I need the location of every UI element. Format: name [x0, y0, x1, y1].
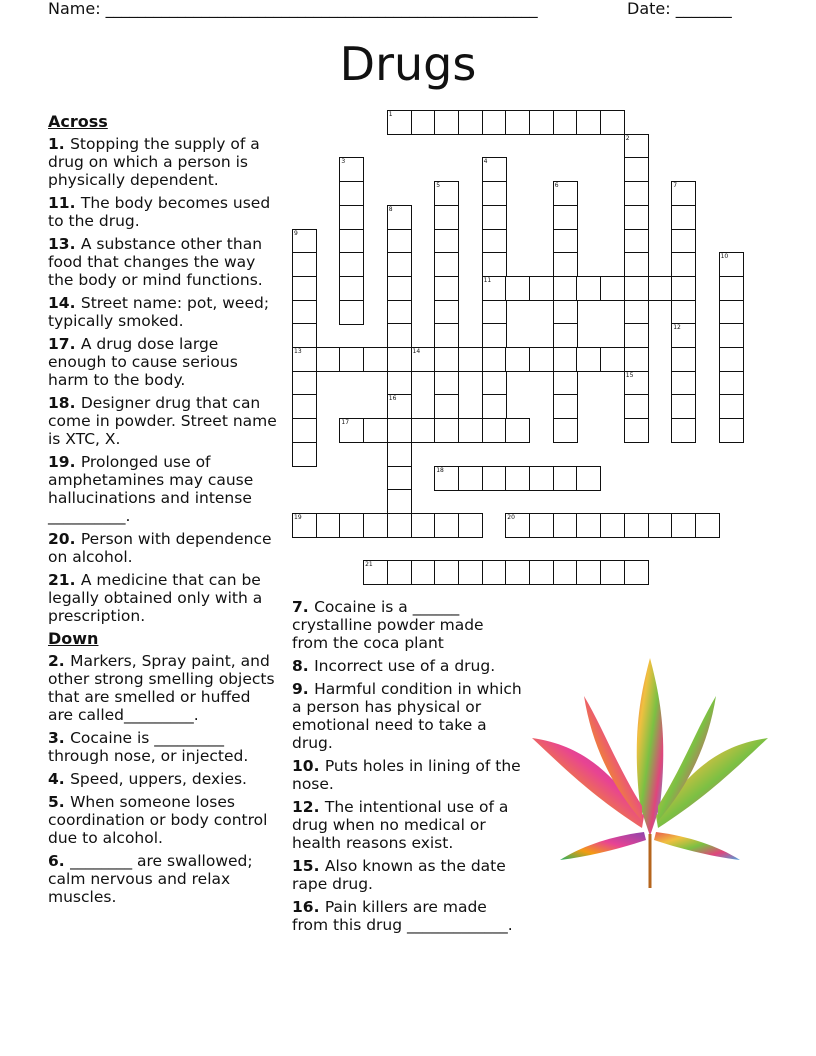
grid-cell[interactable] [339, 347, 364, 372]
name-line: Name: ______________________________________________________ [48, 0, 538, 18]
down-heading: Down [48, 629, 99, 648]
grid-cell[interactable] [576, 513, 601, 538]
grid-cell[interactable] [458, 110, 483, 135]
grid-cell[interactable] [624, 205, 649, 230]
across-clues [48, 135, 280, 630]
clue-item [48, 770, 280, 788]
grid-clue-number: 3 [341, 158, 346, 166]
grid-cell[interactable] [529, 110, 554, 135]
clue-item [292, 598, 524, 652]
clue-number: 6. [48, 852, 71, 870]
grid-cell[interactable] [671, 181, 696, 206]
grid-cell[interactable] [387, 205, 412, 230]
grid-clue-number: 18 [436, 466, 444, 474]
grid-cell[interactable] [671, 252, 696, 277]
grid-cell[interactable] [292, 394, 317, 419]
clue-number: 4. [48, 770, 71, 788]
grid-cell[interactable] [434, 513, 459, 538]
clue-item [292, 680, 524, 752]
grid-cell[interactable] [387, 513, 412, 538]
grid-cell[interactable] [482, 252, 507, 277]
grid-cell[interactable] [292, 513, 317, 538]
grid-cell[interactable] [387, 371, 412, 396]
grid-cell[interactable] [600, 110, 625, 135]
clue-number: 3. [48, 729, 71, 747]
clue-text: The body becomes used to the drug. [48, 194, 271, 230]
grid-cell[interactable] [505, 466, 530, 491]
grid-cell[interactable] [292, 252, 317, 277]
grid-cell[interactable] [719, 347, 744, 372]
grid-cell[interactable] [339, 181, 364, 206]
grid-cell[interactable] [387, 229, 412, 254]
grid-cell[interactable] [482, 205, 507, 230]
grid-cell[interactable] [719, 418, 744, 443]
grid-cell[interactable] [671, 347, 696, 372]
clue-item [292, 798, 524, 852]
clue-item [292, 898, 524, 934]
grid-cell[interactable] [553, 229, 578, 254]
clue-item [292, 657, 524, 675]
grid-cell[interactable] [624, 513, 649, 538]
grid-cell[interactable] [553, 347, 578, 372]
grid-cell[interactable] [719, 394, 744, 419]
grid-cell[interactable] [624, 134, 649, 159]
grid-cell[interactable] [387, 442, 412, 467]
grid-cell[interactable] [411, 347, 436, 372]
grid-cell[interactable] [553, 300, 578, 325]
grid-clue-number: 9 [294, 229, 298, 237]
clue-number: 14. [48, 294, 81, 312]
grid-cell[interactable] [482, 418, 507, 443]
clue-text: A substance other than food that changes the way the body or mind functions. [48, 235, 263, 289]
grid-cell[interactable] [553, 466, 578, 491]
clue-number: 20. [48, 530, 81, 548]
grid-cell[interactable] [339, 418, 364, 443]
clue-number: 8. [292, 657, 315, 675]
grid-cell[interactable] [529, 513, 554, 538]
grid-cell[interactable] [482, 560, 507, 585]
grid-cell[interactable] [553, 181, 578, 206]
grid-cell[interactable] [434, 276, 459, 301]
across-heading: Across [48, 112, 108, 131]
grid-cell[interactable] [363, 347, 388, 372]
grid-cell[interactable] [529, 276, 554, 301]
grid-cell[interactable] [387, 489, 412, 514]
clue-text: Person with dependence on alcohol. [48, 530, 272, 566]
clue-item [48, 793, 280, 847]
grid-cell[interactable] [553, 323, 578, 348]
clue-text: When someone loses coordination or body control due to alcohol. [48, 793, 268, 847]
grid-cell[interactable] [316, 347, 341, 372]
grid-clue-number: 1 [388, 111, 393, 118]
clue-item [48, 571, 280, 625]
clue-item [292, 857, 524, 893]
grid-cell[interactable] [434, 181, 459, 206]
clue-text: Cocaine is a ______ crystalline powder made from the coca plant [292, 598, 484, 652]
grid-cell[interactable] [671, 323, 696, 348]
clue-item [48, 530, 280, 566]
grid-cell[interactable] [576, 466, 601, 491]
grid-cell[interactable] [624, 252, 649, 277]
grid-cell[interactable] [387, 394, 412, 419]
grid-cell[interactable] [671, 394, 696, 419]
grid-clue-number: 6 [554, 182, 559, 190]
grid-clue-number: 11 [483, 276, 492, 284]
grid-cell[interactable] [576, 110, 601, 135]
grid-cell[interactable] [434, 466, 459, 491]
grid-cell[interactable] [624, 276, 649, 301]
grid-cell[interactable] [576, 560, 601, 585]
grid-cell[interactable] [387, 560, 412, 585]
grid-clue-number: 8 [388, 205, 393, 213]
grid-cell[interactable] [719, 300, 744, 325]
clue-text: ________ are swallowed; calm nervous and relax muscles. [48, 852, 253, 906]
grid-cell[interactable] [339, 300, 364, 325]
grid-cell[interactable] [482, 157, 507, 182]
grid-cell[interactable] [411, 513, 436, 538]
grid-cell[interactable] [505, 418, 530, 443]
clue-text: Pain killers are made from this drug _____________. [292, 898, 513, 934]
clue-text: Stopping the supply of a drug on which a person is physically dependent. [48, 135, 260, 189]
down-clues-column-2 [292, 598, 524, 939]
grid-clue-number: 5 [436, 182, 441, 190]
grid-cell[interactable] [363, 560, 388, 585]
clue-item [48, 852, 280, 906]
grid-cell[interactable] [671, 418, 696, 443]
grid-cell[interactable] [648, 513, 673, 538]
clue-text: Street name: pot, weed; typically smoked. [48, 294, 270, 330]
grid-cell[interactable] [482, 229, 507, 254]
clue-text: A drug dose large enough to cause serious harm to the body. [48, 335, 238, 389]
clue-text: Speed, uppers, dexies. [70, 770, 247, 788]
grid-clue-number: 14 [412, 348, 421, 355]
clue-number: 5. [48, 793, 71, 811]
grid-cell[interactable] [600, 560, 625, 585]
grid-cell[interactable] [458, 418, 483, 443]
clue-number: 7. [292, 598, 315, 616]
grid-cell[interactable] [648, 276, 673, 301]
grid-cell[interactable] [292, 371, 317, 396]
grid-cell[interactable] [482, 466, 507, 491]
grid-cell[interactable] [316, 513, 341, 538]
grid-cell[interactable] [529, 466, 554, 491]
grid-cell[interactable] [434, 205, 459, 230]
grid-cell[interactable] [434, 371, 459, 396]
grid-cell[interactable] [387, 323, 412, 348]
grid-cell[interactable] [529, 347, 554, 372]
clue-item [48, 652, 280, 724]
clue-number: 17. [48, 335, 81, 353]
grid-clue-number: 15 [625, 371, 634, 379]
grid-cell[interactable] [482, 181, 507, 206]
grid-clue-number: 2 [625, 134, 630, 142]
grid-cell[interactable] [624, 347, 649, 372]
grid-cell[interactable] [671, 513, 696, 538]
grid-cell[interactable] [624, 418, 649, 443]
clue-text: Incorrect use of a drug. [314, 657, 496, 675]
grid-cell[interactable] [671, 300, 696, 325]
grid-cell[interactable] [292, 418, 317, 443]
grid-cell[interactable] [434, 560, 459, 585]
grid-cell[interactable] [624, 323, 649, 348]
grid-cell[interactable] [411, 560, 436, 585]
grid-cell[interactable] [387, 466, 412, 491]
grid-cell[interactable] [624, 181, 649, 206]
grid-cell[interactable] [553, 276, 578, 301]
grid-cell[interactable] [671, 205, 696, 230]
clue-text: Designer drug that can come in powder. Street name is XTC, X. [48, 394, 277, 448]
grid-cell[interactable] [553, 418, 578, 443]
grid-cell[interactable] [505, 276, 530, 301]
clue-text: Cocaine is _________ through nose, or injected. [48, 729, 249, 765]
clue-number: 12. [292, 798, 325, 816]
grid-clue-number: 17 [341, 419, 350, 427]
grid-cell[interactable] [458, 347, 483, 372]
grid-cell[interactable] [434, 110, 459, 135]
clue-item [292, 757, 524, 793]
grid-clue-number: 12 [673, 324, 681, 332]
grid-cell[interactable] [624, 371, 649, 396]
grid-cell[interactable] [292, 442, 317, 467]
grid-cell[interactable] [719, 323, 744, 348]
grid-clue-number: 13 [294, 348, 302, 355]
grid-cell[interactable] [482, 371, 507, 396]
grid-cell[interactable] [482, 323, 507, 348]
grid-cell[interactable] [671, 371, 696, 396]
grid-cell[interactable] [292, 300, 317, 325]
grid-cell[interactable] [671, 229, 696, 254]
grid-cell[interactable] [434, 252, 459, 277]
grid-cell[interactable] [505, 560, 530, 585]
grid-cell[interactable] [553, 110, 578, 135]
clue-number: 21. [48, 571, 81, 589]
clue-number: 10. [292, 757, 325, 775]
down-clues-column-1 [48, 652, 280, 911]
clue-text: A medicine that can be legally obtained only with a prescription. [48, 571, 263, 625]
grid-cell[interactable] [411, 110, 436, 135]
grid-cell[interactable] [482, 300, 507, 325]
grid-cell[interactable] [719, 276, 744, 301]
grid-cell[interactable] [553, 513, 578, 538]
clue-number: 2. [48, 652, 71, 670]
grid-cell[interactable] [292, 276, 317, 301]
clue-item [48, 453, 280, 525]
clue-text: Also known as the date rape drug. [292, 857, 506, 893]
clue-number: 11. [48, 194, 81, 212]
grid-cell[interactable] [553, 252, 578, 277]
clue-item [48, 135, 280, 189]
grid-cell[interactable] [434, 300, 459, 325]
grid-cell[interactable] [553, 560, 578, 585]
grid-cell[interactable] [719, 252, 744, 277]
grid-cell[interactable] [458, 513, 483, 538]
clue-number: 18. [48, 394, 81, 412]
grid-cell[interactable] [339, 157, 364, 182]
clue-item [48, 235, 280, 289]
grid-cell[interactable] [624, 394, 649, 419]
grid-cell[interactable] [600, 347, 625, 372]
clue-item [48, 335, 280, 389]
grid-cell[interactable] [553, 394, 578, 419]
clue-item [48, 729, 280, 765]
grid-cell[interactable] [458, 560, 483, 585]
grid-cell[interactable] [576, 347, 601, 372]
clue-item [48, 394, 280, 448]
grid-cell[interactable] [624, 560, 649, 585]
clue-number: 9. [292, 680, 315, 698]
grid-clue-number: 20 [507, 513, 515, 521]
clue-item [48, 294, 280, 330]
grid-cell[interactable] [387, 300, 412, 325]
grid-cell[interactable] [505, 110, 530, 135]
clue-number: 15. [292, 857, 325, 875]
grid-cell[interactable] [339, 229, 364, 254]
grid-cell[interactable] [434, 418, 459, 443]
grid-cell[interactable] [576, 276, 601, 301]
clue-number: 19. [48, 453, 81, 471]
grid-clue-number: 21 [365, 561, 373, 569]
grid-cell[interactable] [411, 418, 436, 443]
grid-cell[interactable] [292, 229, 317, 254]
grid-clue-number: 16 [388, 395, 397, 403]
grid-cell[interactable] [339, 205, 364, 230]
grid-cell[interactable] [505, 347, 530, 372]
grid-cell[interactable] [387, 252, 412, 277]
grid-cell[interactable] [719, 371, 744, 396]
grid-cell[interactable] [387, 347, 412, 372]
grid-cell[interactable] [695, 513, 720, 538]
grid-cell[interactable] [600, 513, 625, 538]
grid-cell[interactable] [387, 418, 412, 443]
grid-cell[interactable] [482, 394, 507, 419]
grid-cell[interactable] [434, 347, 459, 372]
grid-cell[interactable] [387, 276, 412, 301]
grid-cell[interactable] [339, 276, 364, 301]
grid-clue-number: 7 [673, 182, 678, 190]
clue-number: 13. [48, 235, 81, 253]
grid-clue-number: 4 [483, 158, 488, 166]
grid-cell[interactable] [434, 394, 459, 419]
page-title: Drugs [339, 37, 477, 91]
date-line: Date: _______ [627, 0, 732, 18]
clue-text: Prolonged use of amphetamines may cause hallucinations and intense __________. [48, 453, 254, 525]
grid-cell[interactable] [624, 229, 649, 254]
grid-cell[interactable] [624, 300, 649, 325]
clue-text: Markers, Spray paint, and other strong smelling objects that are smelled or huffed are called_________. [48, 652, 275, 724]
grid-cell[interactable] [339, 252, 364, 277]
clue-number: 1. [48, 135, 71, 153]
grid-cell[interactable] [482, 276, 507, 301]
clue-number: 16. [292, 898, 325, 916]
grid-clue-number: 19 [294, 513, 302, 521]
grid-cell[interactable] [292, 347, 317, 372]
grid-clue-number: 10 [720, 253, 729, 261]
grid-cell[interactable] [458, 466, 483, 491]
grid-cell[interactable] [363, 513, 388, 538]
marijuana-leaf-image [532, 656, 768, 892]
grid-cell[interactable] [434, 229, 459, 254]
grid-cell[interactable] [529, 560, 554, 585]
grid-cell[interactable] [505, 513, 530, 538]
grid-cell[interactable] [553, 205, 578, 230]
grid-cell[interactable] [387, 110, 412, 135]
grid-cell[interactable] [671, 276, 696, 301]
grid-cell[interactable] [482, 110, 507, 135]
grid-cell[interactable] [482, 347, 507, 372]
clue-item [48, 194, 280, 230]
grid-cell[interactable] [624, 157, 649, 182]
grid-cell[interactable] [434, 323, 459, 348]
clue-text: Harmful condition in which a person has physical or emotional need to take a drug. [292, 680, 522, 752]
grid-cell[interactable] [339, 513, 364, 538]
grid-cell[interactable] [553, 371, 578, 396]
grid-cell[interactable] [600, 276, 625, 301]
clue-text: The intentional use of a drug when no medical or health reasons exist. [292, 798, 509, 852]
grid-cell[interactable] [292, 323, 317, 348]
grid-cell[interactable] [363, 418, 388, 443]
clue-text: Puts holes in lining of the nose. [292, 757, 521, 793]
